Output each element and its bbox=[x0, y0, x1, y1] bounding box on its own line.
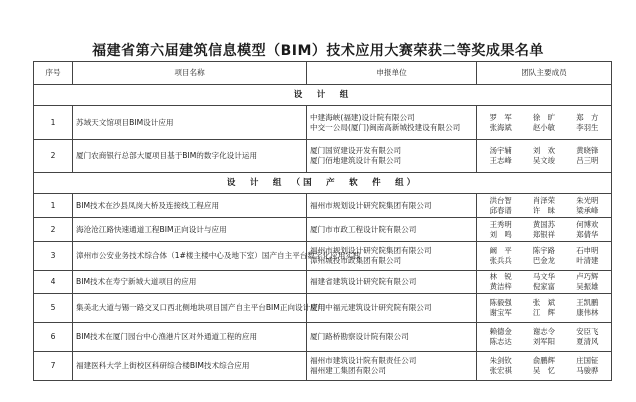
member-name: 刘 欢 bbox=[532, 146, 556, 155]
project-name: BIM技术在寿宁新城大道项目的应用 bbox=[73, 271, 307, 294]
member-name: 谢宝军 bbox=[489, 308, 512, 317]
member-name: 肖泽荣 bbox=[532, 195, 556, 205]
member-name: 陈宇路 bbox=[532, 246, 556, 255]
member-name: 黄晓锋 bbox=[576, 146, 599, 155]
section-label: 设 计 组 （国 产 软 件 组） bbox=[34, 173, 612, 194]
table-header-row bbox=[34, 62, 612, 85]
member-name: 邱春谱 bbox=[489, 205, 512, 215]
member-name: 刘军阳 bbox=[532, 337, 556, 346]
member-name: 江 辉 bbox=[532, 308, 556, 317]
member-name: 叶清建 bbox=[576, 256, 599, 265]
member-name: 李羽生 bbox=[576, 122, 599, 132]
row-number: 6 bbox=[34, 323, 73, 352]
member-name: 吴 忆 bbox=[532, 366, 556, 375]
table-body bbox=[34, 85, 612, 381]
project-name: BIM技术在厦门园台中心渔港片区对外通道工程的应用 bbox=[73, 323, 307, 352]
member-name: 许 昧 bbox=[532, 205, 556, 215]
row-number: 7 bbox=[34, 352, 73, 381]
table-row bbox=[34, 106, 612, 140]
unit-name: 福州市建筑设计院有限责任公司 bbox=[310, 356, 417, 365]
table-row bbox=[34, 271, 612, 294]
team-members bbox=[477, 323, 612, 352]
member-name: 洪台智 bbox=[489, 195, 512, 205]
table-row bbox=[34, 294, 612, 323]
header-project-name: 项目名称 bbox=[73, 62, 307, 85]
table-row bbox=[34, 323, 612, 352]
member-name: 安臣飞 bbox=[576, 327, 599, 336]
applicant-unit bbox=[307, 106, 477, 140]
member-name: 石申明 bbox=[576, 246, 599, 255]
header-unit: 申报单位 bbox=[307, 62, 477, 85]
row-number: 1 bbox=[34, 194, 73, 218]
member-name: 庄国钲 bbox=[576, 356, 599, 365]
member-name: 黄洁梓 bbox=[489, 282, 512, 291]
member-name: 郑倩华 bbox=[576, 229, 599, 239]
unit-name: 厦门国贸建设开发有限公司 bbox=[310, 146, 402, 155]
member-name: 俞鹏辉 bbox=[532, 356, 556, 365]
member-name: 吴振雄 bbox=[576, 282, 599, 291]
unit-name: 中建海峡(福建)设计院有限公司 bbox=[310, 112, 415, 122]
row-number: 2 bbox=[34, 140, 73, 173]
member-name: 张 斌 bbox=[532, 298, 556, 307]
member-name: 王秀明 bbox=[489, 219, 512, 229]
member-name: 倪家富 bbox=[532, 282, 556, 291]
member-name: 卢巧辉 bbox=[576, 272, 599, 281]
table-row bbox=[34, 218, 612, 242]
project-name: 厦门农商银行总部大厦项目基于BIM的数字化设计运用 bbox=[73, 140, 307, 173]
project-name: BIM技术在沙县凤岗大桥及连接线工程应用 bbox=[73, 194, 307, 218]
row-number: 5 bbox=[34, 294, 73, 323]
row-number: 1 bbox=[34, 106, 73, 140]
awards-table bbox=[33, 61, 612, 381]
team-members bbox=[477, 106, 612, 140]
row-number: 3 bbox=[34, 242, 73, 271]
project-name: 福建医科大学上街校区科研综合楼BIM技术综合应用 bbox=[73, 352, 307, 381]
member-name: 徐 旷 bbox=[532, 112, 556, 122]
unit-name: 厦门市市政工程设计院有限公司 bbox=[310, 224, 417, 234]
member-name: 赵小敏 bbox=[532, 122, 556, 132]
unit-name: 福州市规划设计研究院集团有限公司 bbox=[310, 246, 432, 255]
table-row bbox=[34, 352, 612, 381]
header-no: 序号 bbox=[34, 62, 73, 85]
team-members bbox=[477, 294, 612, 323]
member-name: 王志峰 bbox=[489, 156, 512, 165]
team-members bbox=[477, 218, 612, 242]
member-name: 王凯鹏 bbox=[576, 298, 599, 307]
section-label: 设 计 组 bbox=[34, 85, 612, 106]
team-members bbox=[477, 271, 612, 294]
member-name: 张海斌 bbox=[489, 122, 512, 132]
header-members: 团队主要成员 bbox=[477, 62, 612, 85]
member-name: 康伟林 bbox=[576, 308, 599, 317]
member-name: 阚 平 bbox=[489, 246, 512, 255]
project-name: 漳州市公安业务技术综合体（1#楼主楼中心及地下室）国产自主平台数字化应用实践 bbox=[73, 242, 307, 271]
member-name: 林 锐 bbox=[489, 272, 512, 281]
applicant-unit bbox=[307, 242, 477, 271]
team-members bbox=[477, 140, 612, 173]
unit-name: 厦门路桥勘察设计院有限公司 bbox=[310, 332, 409, 341]
applicant-unit bbox=[307, 323, 477, 352]
applicant-unit bbox=[307, 218, 477, 242]
table-row bbox=[34, 140, 612, 173]
member-name: 陈志达 bbox=[489, 337, 512, 346]
table-row bbox=[34, 194, 612, 218]
member-name: 郑银祥 bbox=[532, 229, 556, 239]
member-name: 马骏骅 bbox=[576, 366, 599, 375]
member-name: 汤宇辅 bbox=[489, 146, 512, 155]
project-name: 集美北大道与锡一路交叉口西北侧地块项目国产自主平台BIM正向设计应用 bbox=[73, 294, 307, 323]
member-name: 何博欢 bbox=[576, 219, 599, 229]
member-name: 梁承峰 bbox=[576, 205, 599, 215]
team-members bbox=[477, 194, 612, 218]
unit-name: 福州建工集团有限公司 bbox=[310, 366, 386, 375]
section-header-row bbox=[34, 85, 612, 106]
unit-name: 福州市规划设计研究院集团有限公司 bbox=[310, 200, 432, 210]
member-name: 马文华 bbox=[532, 272, 556, 281]
member-name: 张兵兵 bbox=[489, 256, 512, 265]
member-name: 谢志令 bbox=[532, 327, 556, 336]
project-name: 苏域天文馆项目BIM设计应用 bbox=[73, 106, 307, 140]
member-name: 陈毅强 bbox=[489, 298, 512, 307]
unit-name: 厦门中福元建筑设计研究院有限公司 bbox=[310, 303, 432, 312]
page-title: 福建省第六届建筑信息模型（BIM）技术应用大赛荣获二等奖成果名单 bbox=[92, 43, 544, 59]
member-name: 刘 鸣 bbox=[489, 229, 512, 239]
table-row bbox=[34, 242, 612, 271]
unit-name: 中交一公局(厦门)闽南高新城投建设有限公司 bbox=[310, 122, 461, 132]
member-name: 朱光明 bbox=[576, 195, 599, 205]
team-members bbox=[477, 242, 612, 271]
team-members bbox=[477, 352, 612, 381]
applicant-unit bbox=[307, 140, 477, 173]
member-name: 郑 方 bbox=[576, 112, 599, 122]
member-name: 张宏祺 bbox=[489, 366, 512, 375]
project-name: 海沧沧江路快速通道工程BIM正向设计与应用 bbox=[73, 218, 307, 242]
unit-name: 漳州城投市政集团有限公司 bbox=[310, 256, 402, 265]
row-number: 4 bbox=[34, 271, 73, 294]
member-name: 朱剑钦 bbox=[489, 356, 512, 365]
applicant-unit bbox=[307, 294, 477, 323]
member-name: 赖德金 bbox=[489, 327, 512, 336]
member-name: 吕三明 bbox=[576, 156, 599, 165]
applicant-unit bbox=[307, 271, 477, 294]
applicant-unit bbox=[307, 352, 477, 381]
section-header-row bbox=[34, 173, 612, 194]
unit-name: 厦门佰地建筑设计有限公司 bbox=[310, 156, 402, 165]
member-name: 吴文竣 bbox=[532, 156, 556, 165]
member-name: 黄国苏 bbox=[532, 219, 556, 229]
unit-name: 福建省建筑设计研究院有限公司 bbox=[310, 277, 417, 286]
applicant-unit bbox=[307, 194, 477, 218]
member-name: 巴金龙 bbox=[532, 256, 556, 265]
member-name: 夏清风 bbox=[576, 337, 599, 346]
member-name: 罗 军 bbox=[489, 112, 512, 122]
row-number: 2 bbox=[34, 218, 73, 242]
